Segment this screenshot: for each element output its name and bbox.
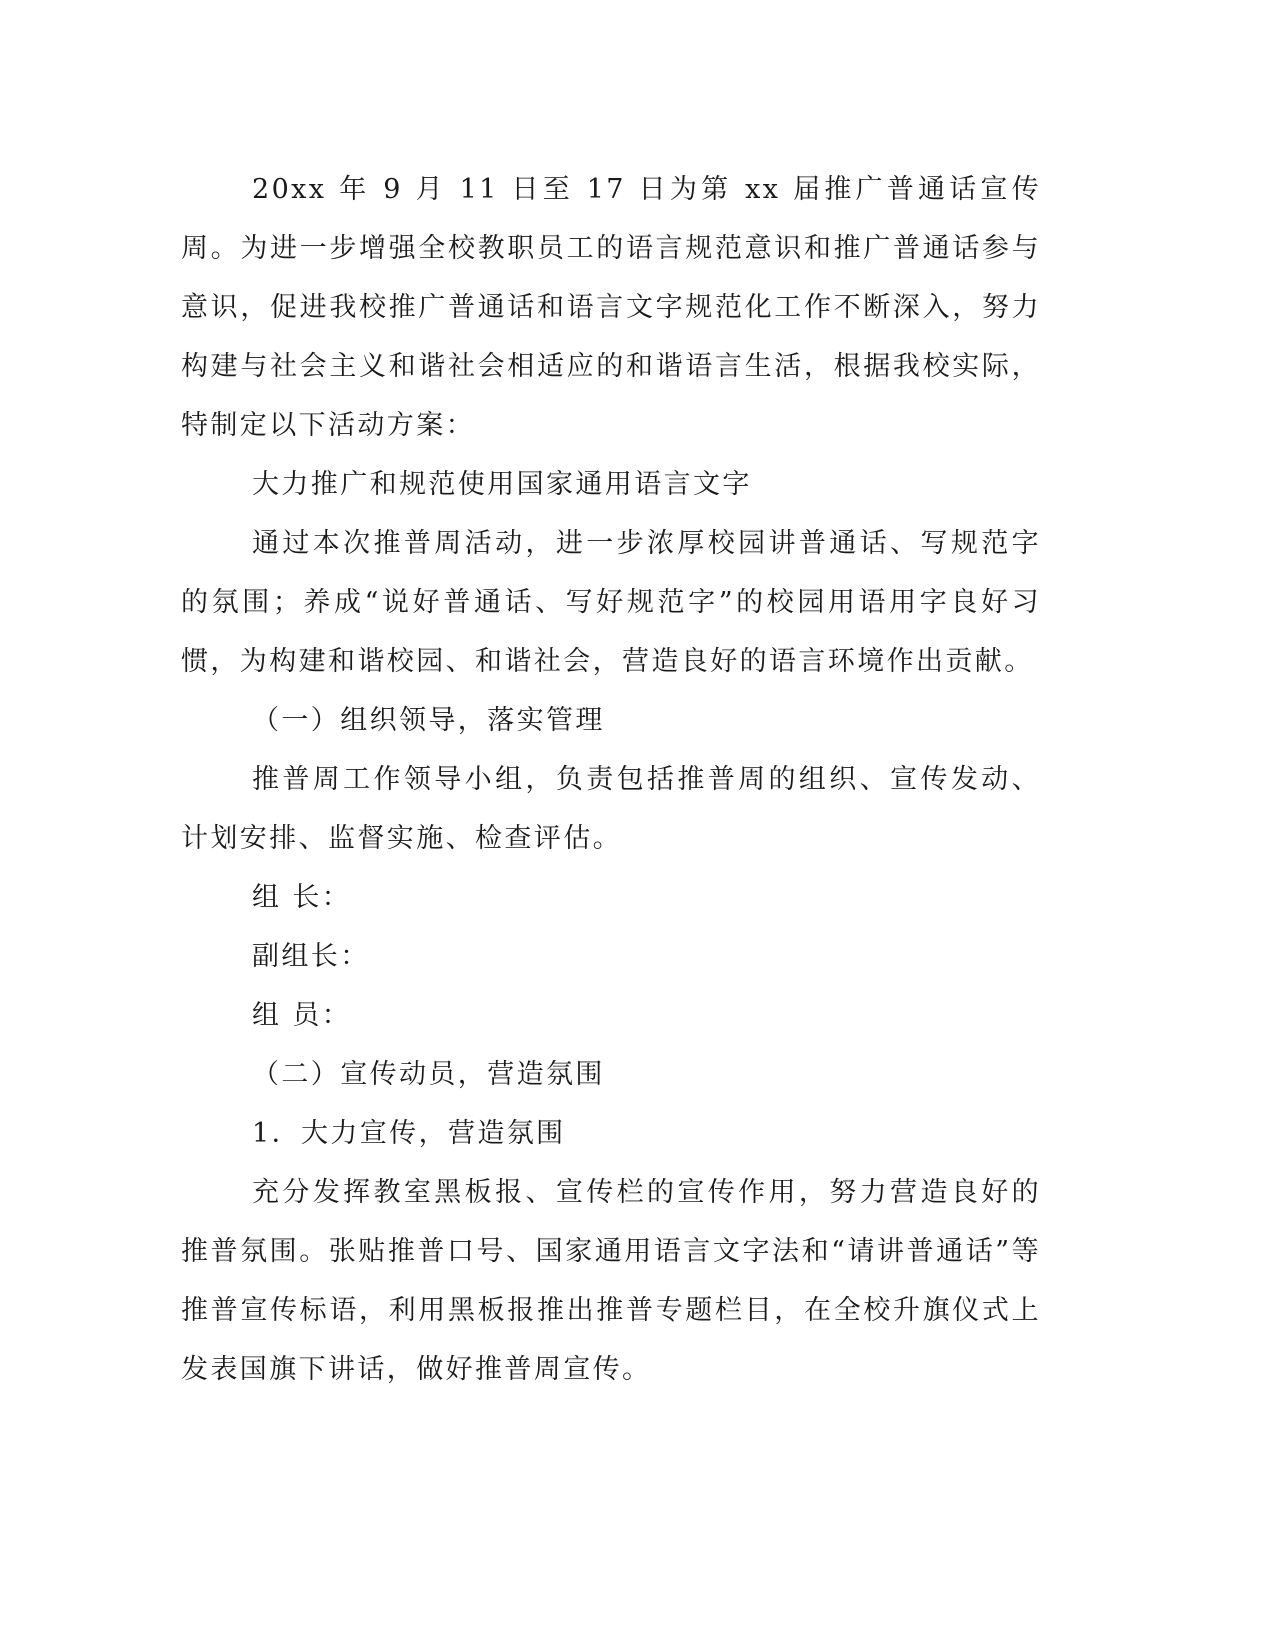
document-body (181, 160, 1041, 1399)
subsection-heading-publicity: 1．大力宣传，营造氛围 (252, 1118, 566, 1149)
section-heading-publicity: （二）宣传动员，营造氛围 (252, 1059, 605, 1090)
goal-paragraph: 通过本次推普周活动，进一步浓厚校园讲普通话、写规范字的氛围；养成“说好普通话、写好规范字”的校园用语用字良好习惯，为构建和谐校园、和谐社会，营造良好的语言环境作出贡献。 (181, 528, 1041, 677)
publicity-paragraph: 充分发挥教室黑板报、宣传栏的宣传作用，努力营造良好的推普氛围。张贴推普口号、国家通用语言文字法和“请讲普通话”等推普宣传标语，利用黑板报推出推普专题栏目，在全校升旗仪式上发表国旗下讲话，做好推普周宣传。 (181, 1177, 1041, 1385)
group-members-line: 组 员： (252, 1000, 352, 1031)
group-leader-line: 组 长： (252, 882, 352, 913)
intro-paragraph: 20xx 年 9 月 11 日至 17 日为第 xx 届推广普通话宣传周。为进一步增强全校教职员工的语言规范意识和推广普通话参与意识，促进我校推广普通话和语言文字规范化工作不断深入，努力构建与社会主义和谐社会相适应的和谐语言生活，根据我校实际，特制定以下活动方案： (181, 174, 1041, 441)
deputy-leader-line: 副组长： (252, 941, 370, 972)
section-heading-organization: （一）组织领导，落实管理 (252, 705, 605, 736)
leadership-group-paragraph: 推普周工作领导小组，负责包括推普周的组织、宣传发动、计划安排、监督实施、检查评估。 (181, 764, 1041, 854)
theme-paragraph: 大力推广和规范使用国家通用语言文字 (252, 469, 752, 500)
